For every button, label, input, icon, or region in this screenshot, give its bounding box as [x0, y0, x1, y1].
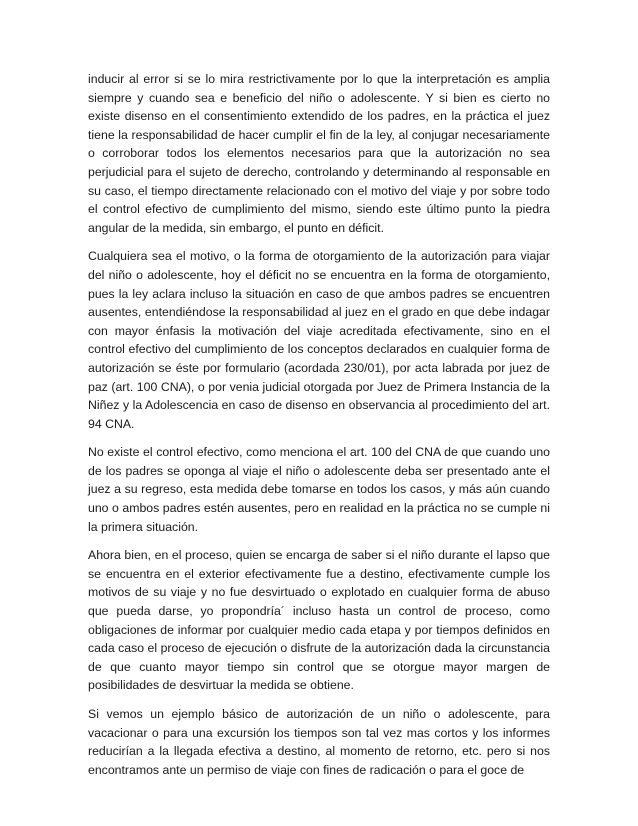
paragraph-2: Cualquiera sea el motivo, o la forma de otorgamiento de la autorización para viajar del niño o adolescente, hoy el déficit no se encuentra en la forma de otorgamiento, pues la ley aclara incluso la situación en caso de que ambos padres se encuentren ausentes, entendiéndose la responsabilidad al juez en el grado en que debe indagar con mayor énfasis la motivación del viaje acreditada efectivamente, sino en el control efectivo del cumplimiento de los conceptos declarados en cualquier forma de autorización se éste por formulario (acordada 230/01), por acta labrada por juez de paz (art. 100 CNA), o por venia judicial otorgada por Juez de Primera Instancia de la Niñez y la Adolescencia en caso de disenso en observancia al procedimiento del art. 94 CNA.: [88, 249, 550, 431]
paragraph-3: No existe el control efectivo, como menciona el art. 100 del CNA de que cuando uno de los padres se oponga al viaje el niño o adolescente deba ser presentado ante el juez a su regreso, esta medida debe tomarse en todos los casos, y más aún cuando uno o ambos padres estén ausentes, pero en realidad en la práctica no se cumple ni la primera situación.: [88, 445, 550, 534]
document-page: [88, 70, 550, 789]
paragraph-4: Ahora bien, en el proceso, quien se encarga de saber si el niño durante el lapso que se encuentra en el exterior efectivamente fue a destino, efectivamente cumple los motivos de su viaje y no fue desvirtuado o explotado en cualquier forma de abuso que pueda darse, yo propondría´ incluso hasta un control de proceso, como obligaciones de informar por cualquier medio cada etapa y por tiempos definidos en cada caso el proceso de ejecución o disfrute de la autorización dada la circunstancia de que cuanto mayor tiempo sin control que se otorgue mayor margen de posibilidades de desvirtuar la medida se obtiene.: [88, 548, 550, 693]
paragraph-1: inducir al error si se lo mira restrictivamente por lo que la interpretación es amplia siempre y cuando sea e beneficio del niño o adolescente. Y si bien es cierto no existe disenso en el consentimiento extendido de los padres, en la práctica el juez tiene la responsabilidad de hacer cumplir el fin de la ley, al conjugar necesariamente o corroborar todos los elementos necesarios para que la autorización no sea perjudicial para el sujeto de derecho, controlando y determinando al responsable en su caso, el tiempo directamente relacionado con el motivo del viaje y por sobre todo el control efectivo de cumplimiento del mismo, siendo este último punto la piedra angular de la medida, sin embargo, el punto en déficit.: [88, 72, 550, 235]
paragraph-5: Si vemos un ejemplo básico de autorización de un niño o adolescente, para vacacionar o para una excursión los tiempos son tal vez mas cortos y los informes reducirían a la llegada efectiva a destino, al momento de retorno, etc. pero si nos encontramos ante un permiso de viaje con fines de radicación o para el goce de: [88, 707, 550, 777]
